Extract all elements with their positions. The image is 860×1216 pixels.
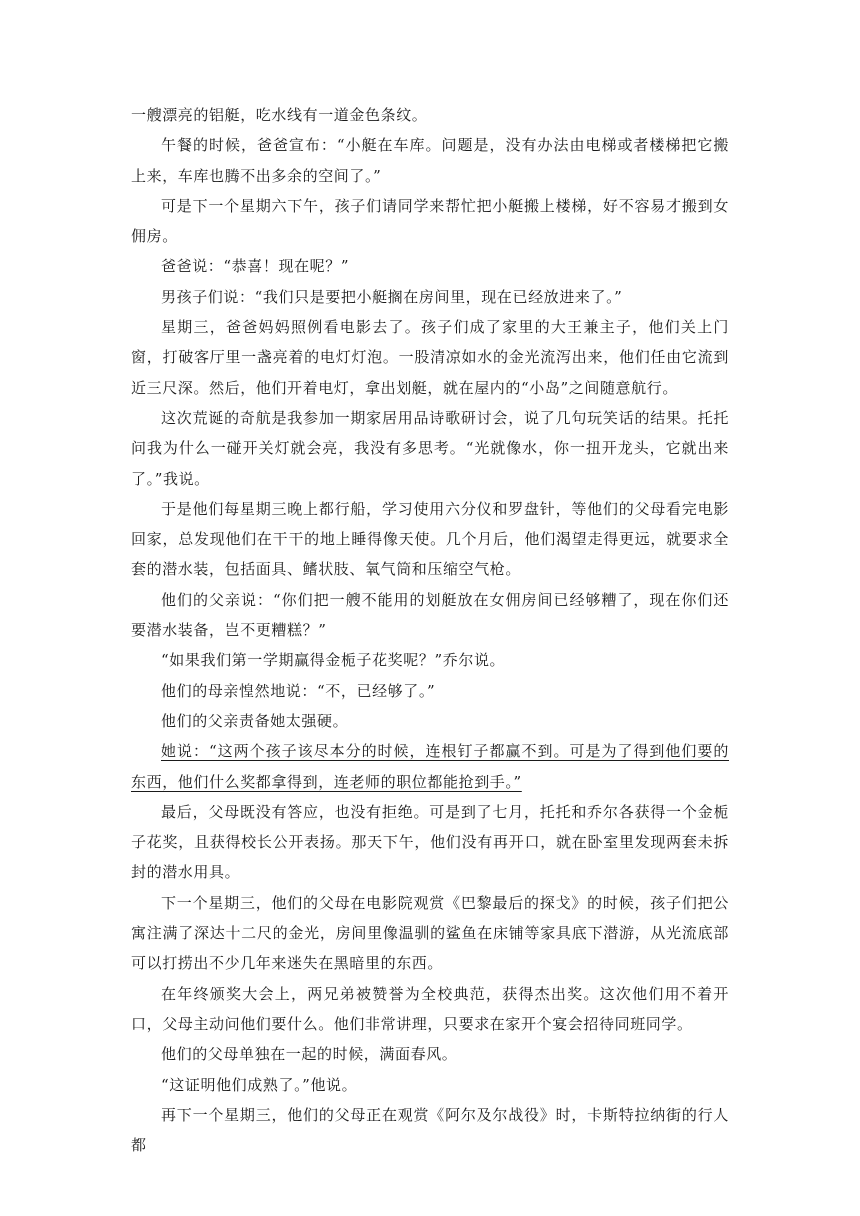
paragraph-6: 星期三，爸爸妈妈照例看电影去了。孩子们成了家里的大王兼主子，他们关上门窗，打破客厅里一盏亮着的电灯灯泡。一股清凉如水的金光流泻出来，他们任由它流到近三尺深。然后，他们开着电灯，拿出划艇，就在屋内的“小岛”之间随意航行。 [131,318,729,397]
paragraph-12: 他们的父亲责备她太强硬。 [161,711,349,730]
paragraph-8: 于是他们每星期三晚上都行船，学习使用六分仪和罗盘针，等他们的父母看完电影回家，总发现他们在干干的地上睡得像天使。几个月后，他们渴望走得更远，就要求全套的潜水装，包括面具、鳍状肢、氧气筒和压缩空气枪。 [131,499,729,579]
paragraph-4: 爸爸说：“恭喜！现在呢？” [161,257,350,276]
document-body [131,100,729,1160]
paragraph-7: 这次荒诞的奇航是我参加一期家居用品诗歌研讨会，说了几句玩笑话的结果。托托问我为什么一碰开关灯就会亮，我没有多思考。“光就像水，你一扭开龙头，它就出来了。”我说。 [131,408,729,488]
paragraph-9: 他们的父亲说：“你们把一艘不能用的划艇放在女佣房间已经够糟了，现在你们还要潜水装备，岂不更糟糕？” [131,590,729,640]
paragraph-17: 他们的父母单独在一起的时候，满面春风。 [161,1045,458,1064]
paragraph-15: 下一个星期三，他们的父母在电影院观赏《巴黎最后的探戈》的时候，孩子们把公寓注满了深达十二尺的金光，房间里像温驯的鲨鱼在床铺等家具底下潜游，从光流底部可以打捞出不少几年来迷失在黑暗里的东西。 [131,893,729,973]
paragraph-11: 他们的母亲惶然地说：“不，已经够了。” [161,681,436,700]
paragraph-19: 再下一个星期三，他们的父母正在观赏《阿尔及尔战役》时，卡斯特拉纳街的行人都 [131,1105,729,1155]
paragraph-18: “这证明他们成熟了。”他说。 [161,1075,358,1094]
paragraph-2: 午餐的时候，爸爸宣布：“小艇在车库。问题是，没有办法由电梯或者楼梯把它搬上来，车库也腾不出多余的空间了。” [131,136,729,185]
paragraph-14: 最后，父母既没有答应，也没有拒绝。可是到了七月，托托和乔尔各获得一个金栀子花奖，且获得校长公开表扬。那天下午，他们没有再开口，就在卧室里发现两套未拆封的潜水用具。 [131,802,729,882]
paragraph-1: 一艘漂亮的铝艇，吃水线有一道金色条纹。 [131,106,428,124]
paragraph-16: 在年终颁奖大会上，两兄弟被赞誉为全校典范，获得杰出奖。这次他们用不着开口，父母主动问他们要什么。他们非常讲理，只要求在家开个宴会招待同班同学。 [131,984,729,1033]
paragraph-10: “如果我们第一学期赢得金栀子花奖呢？”乔尔说。 [161,651,506,670]
underlined-paragraph: 她说：“这两个孩子该尽本分的时候，连根钉子都赢不到。可是为了得到他们要的东西，他们什么奖都拿得到，连老师的职位都能抢到手。” [131,742,729,791]
paragraph-5: 男孩子们说：“我们只是要把小艇搁在房间里，现在已经放进来了。” [161,287,623,306]
paragraph-3: 可是下一个星期六下午，孩子们请同学来帮忙把小艇搬上楼梯，好不容易才搬到女佣房。 [131,196,729,246]
